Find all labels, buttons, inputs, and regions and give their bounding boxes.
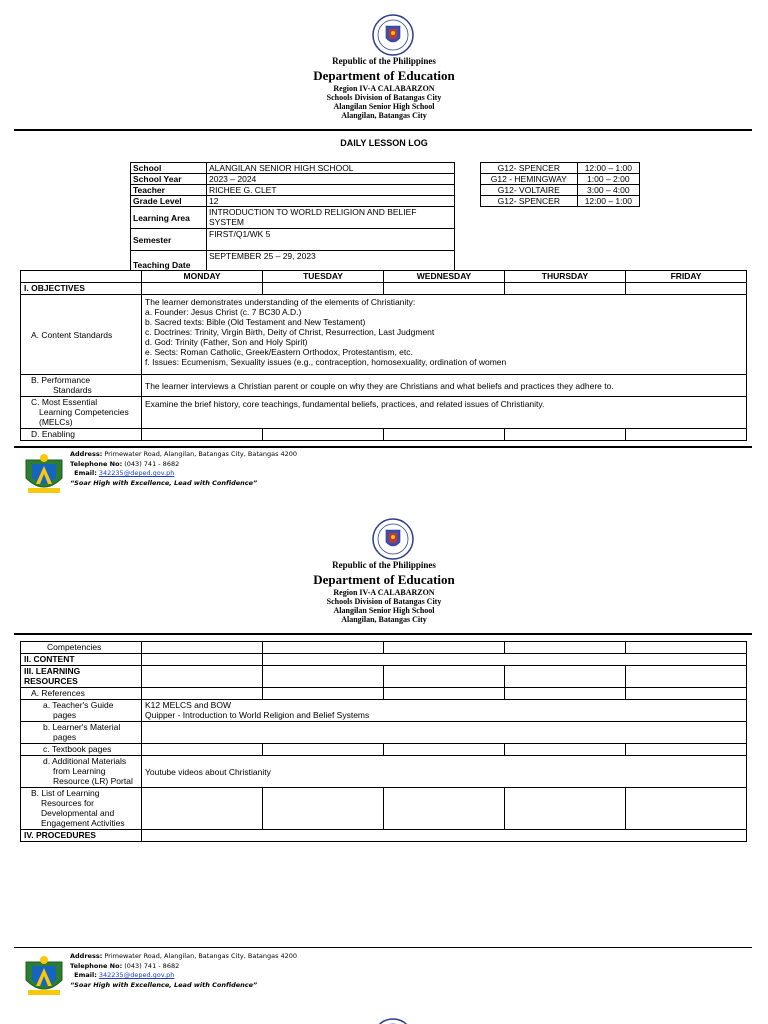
time-cell: 1:00 – 2:00	[577, 174, 639, 185]
header-divider	[14, 633, 752, 635]
section-cell: G12- SPENCER	[481, 163, 578, 174]
footer-divider	[14, 446, 752, 448]
school-address-text: Alangilan, Batangas City	[341, 615, 427, 624]
lesson-info-table	[130, 162, 455, 271]
footer-contact	[70, 952, 297, 990]
division-text: Schools Division of Batangas City	[326, 597, 442, 606]
melc-label: C. Most Essential Learning Competencies (MELCs)	[21, 397, 142, 429]
content-standards-line: The learner demonstrates understanding of the elements of Christianity:	[145, 297, 416, 307]
enabling-label: D. Enabling	[21, 429, 142, 441]
performance-standards-label: B. Performance Standards	[21, 375, 142, 397]
email-label: Email:	[74, 971, 97, 979]
info-label: School	[131, 163, 207, 174]
department-title: Department of Education	[313, 68, 455, 83]
address-value: Primewater Road, Alangilan, Batangas City, Batangas 4200	[104, 952, 298, 960]
division-text: Schools Division of Batangas City	[326, 93, 442, 102]
info-label: Grade Level	[131, 196, 207, 207]
deped-seal-icon	[372, 518, 414, 560]
melc-value: Examine the brief history, core teachings, fundamental beliefs, practices, and related issues of Christianity.	[142, 397, 747, 429]
section-procedures: IV. PROCEDURES	[21, 830, 142, 842]
letterhead	[0, 561, 768, 624]
info-value: FIRST/Q1/WK 5	[207, 229, 455, 251]
phone-label: Telephone No:	[70, 961, 123, 970]
info-label: School Year	[131, 174, 207, 185]
list-of-resources-label: B. List of Learning Resources for Developmental and Engagement Activities	[21, 788, 142, 830]
school-name-text: Alangilan Senior High School	[333, 102, 435, 111]
learners-material-label: b. Learner's Material pages	[21, 722, 142, 744]
footer-contact	[70, 450, 297, 488]
info-value: SEPTEMBER 25 – 29, 2023	[207, 251, 455, 271]
section-objectives: I. OBJECTIVES	[21, 283, 142, 295]
info-value: INTRODUCTION TO WORLD RELIGION AND BELIEF SYSTEM	[207, 207, 455, 229]
content-standards-line: c. Doctrines: Trinity, Virgin Birth, Deity of Christ, Resurrection, Last Judgment	[145, 327, 435, 337]
performance-standards-value: The learner interviews a Christian parent or couple on why they are Christians and what beliefs and practices they adhere to.	[142, 375, 747, 397]
competencies-label: Competencies	[21, 642, 142, 654]
content-standards-line: e. Sects: Roman Catholic, Greek/Eastern Orthodox, Protestantism, etc.	[145, 347, 413, 357]
info-label: Teaching Date	[131, 251, 207, 271]
info-value: 2023 – 2024	[207, 174, 455, 185]
info-value: RICHEE G. CLET	[207, 185, 455, 196]
info-label: Teacher	[131, 185, 207, 196]
time-cell: 12:00 – 1:00	[577, 163, 639, 174]
day-header: TUESDAY	[263, 271, 384, 283]
region-text: Region IV-A CALABARZON	[333, 588, 435, 597]
content-standards-line: d. God: Trinity (Father, Son and Holy Spirit)	[145, 337, 308, 347]
footer-divider	[14, 947, 752, 948]
content-standards-line: f. Issues: Ecumenism, Sexuality issues (e.g., contraception, homosexuality, ordination of women	[145, 357, 507, 367]
phone-label: Telephone No:	[70, 459, 123, 468]
content-standards-label: A. Content Standards	[21, 295, 142, 375]
email-label: Email:	[74, 469, 97, 477]
section-cell: G12 - HEMINGWAY	[481, 174, 578, 185]
deped-seal-icon	[372, 14, 414, 56]
page-footer	[22, 450, 762, 500]
address-label: Address:	[70, 450, 103, 458]
day-header: FRIDAY	[626, 271, 747, 283]
page-footer	[22, 952, 762, 1002]
address-label: Address:	[70, 952, 103, 960]
references-label: A. References	[21, 688, 142, 700]
teachers-guide-value: K12 MELCS and BOW Quipper - Introduction to World Religion and Belief Systems	[142, 700, 747, 722]
republic-text: Republic of the Philippines	[332, 560, 436, 570]
phone-value: (043) 741 - 8682	[124, 459, 180, 468]
address-value: Primewater Road, Alangilan, Batangas City, Batangas 4200	[104, 450, 298, 458]
document-title: DAILY LESSON LOG	[340, 138, 428, 148]
school-name-text: Alangilan Senior High School	[333, 606, 435, 615]
school-address-text: Alangilan, Batangas City	[341, 111, 427, 120]
school-motto: “Soar High with Excellence, Lead with Confidence”	[70, 478, 258, 487]
info-value: 12	[207, 196, 455, 207]
region-text: Region IV-A CALABARZON	[333, 84, 435, 93]
school-logo-icon	[22, 450, 66, 496]
letterhead	[0, 57, 768, 120]
phone-value: (043) 741 - 8682	[124, 961, 180, 970]
department-title: Department of Education	[313, 572, 455, 587]
republic-text: Republic of the Philippines	[332, 56, 436, 66]
day-header: THURSDAY	[505, 271, 626, 283]
info-value: ALANGILAN SENIOR HIGH SCHOOL	[207, 163, 455, 174]
day-header: MONDAY	[142, 271, 263, 283]
schedule-table	[480, 162, 640, 207]
additional-materials-value: Youtube videos about Christianity	[142, 756, 747, 788]
teachers-guide-label: a. Teacher's Guide pages	[21, 700, 142, 722]
info-label: Semester	[131, 229, 207, 251]
section-content: II. CONTENT	[21, 654, 142, 666]
school-logo-icon	[22, 952, 66, 998]
email-link[interactable]: 342235@deped.gov.ph	[98, 971, 175, 979]
section-cell: G12- SPENCER	[481, 196, 578, 207]
email-link[interactable]: 342235@deped.gov.ph	[98, 469, 175, 477]
info-label: Learning Area	[131, 207, 207, 229]
content-standards-line: a. Founder: Jesus Christ (c. 7 BC30 A.D.)	[145, 307, 302, 317]
deped-seal-icon	[372, 1018, 414, 1024]
lesson-log-table-continued	[20, 641, 747, 842]
school-motto: “Soar High with Excellence, Lead with Confidence”	[70, 980, 258, 989]
additional-materials-label: d. Additional Materials from Learning Resource (LR) Portal	[21, 756, 142, 788]
textbook-label: c. Textbook pages	[21, 744, 142, 756]
section-learning-resources: III. LEARNING RESOURCES	[21, 666, 142, 688]
time-cell: 12:00 – 1:00	[577, 196, 639, 207]
content-standards-line: b. Sacred texts: Bible (Old Testament and New Testament)	[145, 317, 366, 327]
header-divider	[14, 129, 752, 131]
day-header: WEDNESDAY	[384, 271, 505, 283]
content-standards-cell	[142, 295, 747, 375]
section-cell: G12- VOLTAIRE	[481, 185, 578, 196]
time-cell: 3:00 – 4:00	[577, 185, 639, 196]
lesson-log-table	[20, 270, 747, 441]
